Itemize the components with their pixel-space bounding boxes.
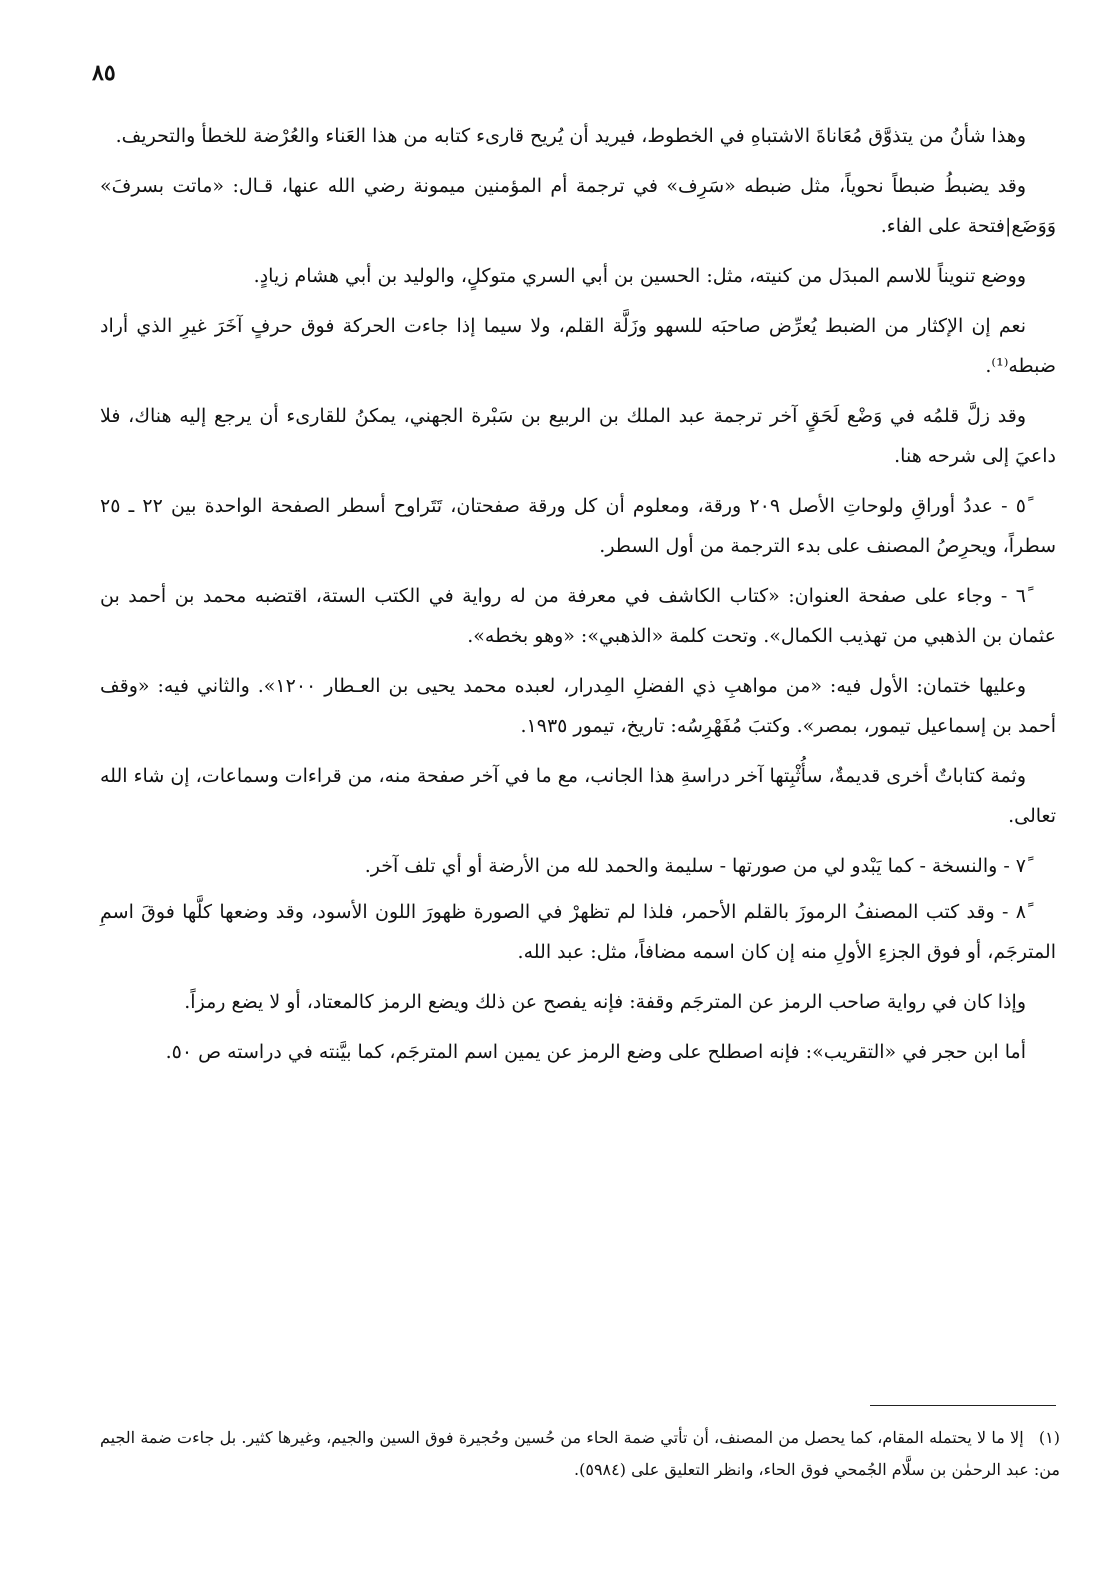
paragraph: ٨ً - وقد كتب المصنفُ الرموزَ بالقلم الأحمر، فلذا لم تظهرْ في الصورة ظهورَ اللون الأسود، وقد وضعها كلَّها فوقَ اسمِ المترجَم، أو فوق الجزءِ الأولِ منه إن كان اسمه مضافاً، مثل: عبد الله. [100,901,1056,963]
paragraph: وعليها ختمان: الأول فيه: «من مواهبِ ذي الفضلِ المِدرار، لعبده محمد يحيى بن العـطار ١٢٠٠». والثاني فيه: «وقف أحمد بن إسماعيل تيمور، بمصر». وكتبَ مُفَهْرِسُه: تاريخ، تيمور ١٩٣٥. [100,675,1056,737]
paragraph: وثمة كتاباتٌ أخرى قديمةٌ، سأُثْبِتها آخر دراسةِ هذا الجانب، مع ما في آخر صفحة منه، من قراءات وسماعات، إن شاء الله تعالى. [100,765,1056,827]
paragraph: ووضع تنويناً للاسم المبدَل من كنيته، مثل: الحسين بن أبي السري متوكلٍ، والوليد بن أبي هشام زيادٍ. [253,265,1026,287]
page-number: ٨٥ [92,60,116,86]
paragraph: أما ابن حجر في «التقريب»: فإنه اصطلح على وضع الرمز عن يمين اسم المترجَم، كما بيَّنته في دراسته ص ٥٠. [165,1041,1026,1063]
paragraph: ٥ً - عددُ أوراقِ ولوحاتِ الأصل ٢٠٩ ورقة، ومعلوم أن كل ورقة صفحتان، تَتَراوح أسطر الصفحة الواحدة بين ٢٢ ـ ٢٥ سطراً، ويحرِصُ المصنف على بدء الترجمة من أول السطر. [100,495,1056,557]
footnote [100,1422,1060,1486]
paragraph: وإذا كان في رواية صاحب الرمز عن المترجَم وقفة: فإنه يفصح عن ذلك ويضع الرمز كالمعتاد، أو لا يضع رمزاً. [184,991,1026,1013]
footnote-marker: (١) [1038,1428,1060,1447]
paragraph: ٦ً - وجاء على صفحة العنوان: «كتاب الكاشف في معرفة من له رواية في الكتب الستة، اقتضبه محمد بن أحمد بن عثمان بن الذهبي من تهذيب الكمال». وتحت كلمة «الذهبي»: «وهو بخطه». [100,585,1056,647]
paragraph: وهذا شأنُ من يتذوَّق مُعَاناةَ الاشتباهِ في الخطوط، فيريد أن يُريح قارىء كتابه من هذا العَناء والعُرْضة للخطأ والتحريف. [115,125,1026,147]
paragraph: ٧ً - والنسخة - كما يَبْدو لي من صورتها - سليمة والحمد لله من الأرضة أو أي تلف آخر. [364,855,1026,877]
paragraph: وقد يضبطُ ضبطاً نحوياً، مثل ضبطه «سَرِف» في ترجمة أم المؤمنين ميمونة رضي الله عنها، قـال: «ماتت بسرفَ» وَوَضَع|فتحة على الفاء. [100,175,1056,237]
footnote-divider [870,1405,1056,1406]
body-text [100,116,1056,1082]
paragraph: نعم إن الإكثار من الضبط يُعرِّض صاحبَه للسهو وزَلَّة القلم، ولا سيما إذا جاءت الحركة فوق حرفٍ آخَرَ غيرِ الذي أراد ضبطه⁽¹⁾. [100,315,1056,377]
paragraph: وقد زلَّ قلمُه في وَضْع لَحَقٍ آخر ترجمة عبد الملك بن الربيع بن سَبْرة الجهني، يمكنُ للقارىء أن يرجع إليه هناك، فلا داعيَ إلى شرحه هنا. [100,405,1056,467]
footnote-text: إلا ما لا يحتمله المقام، كما يحصل من المصنف، أن تأتي ضمة الحاء من حُسين وحُجيرة فوق السين والجيم، وغيرها كثير. بل جاءت ضمة الجيم من: عبد الرحمٰن بن سلَّام الجُمحي فوق الحاء، وانظر التعليق على (٥٩٨٤). [100,1428,1060,1479]
